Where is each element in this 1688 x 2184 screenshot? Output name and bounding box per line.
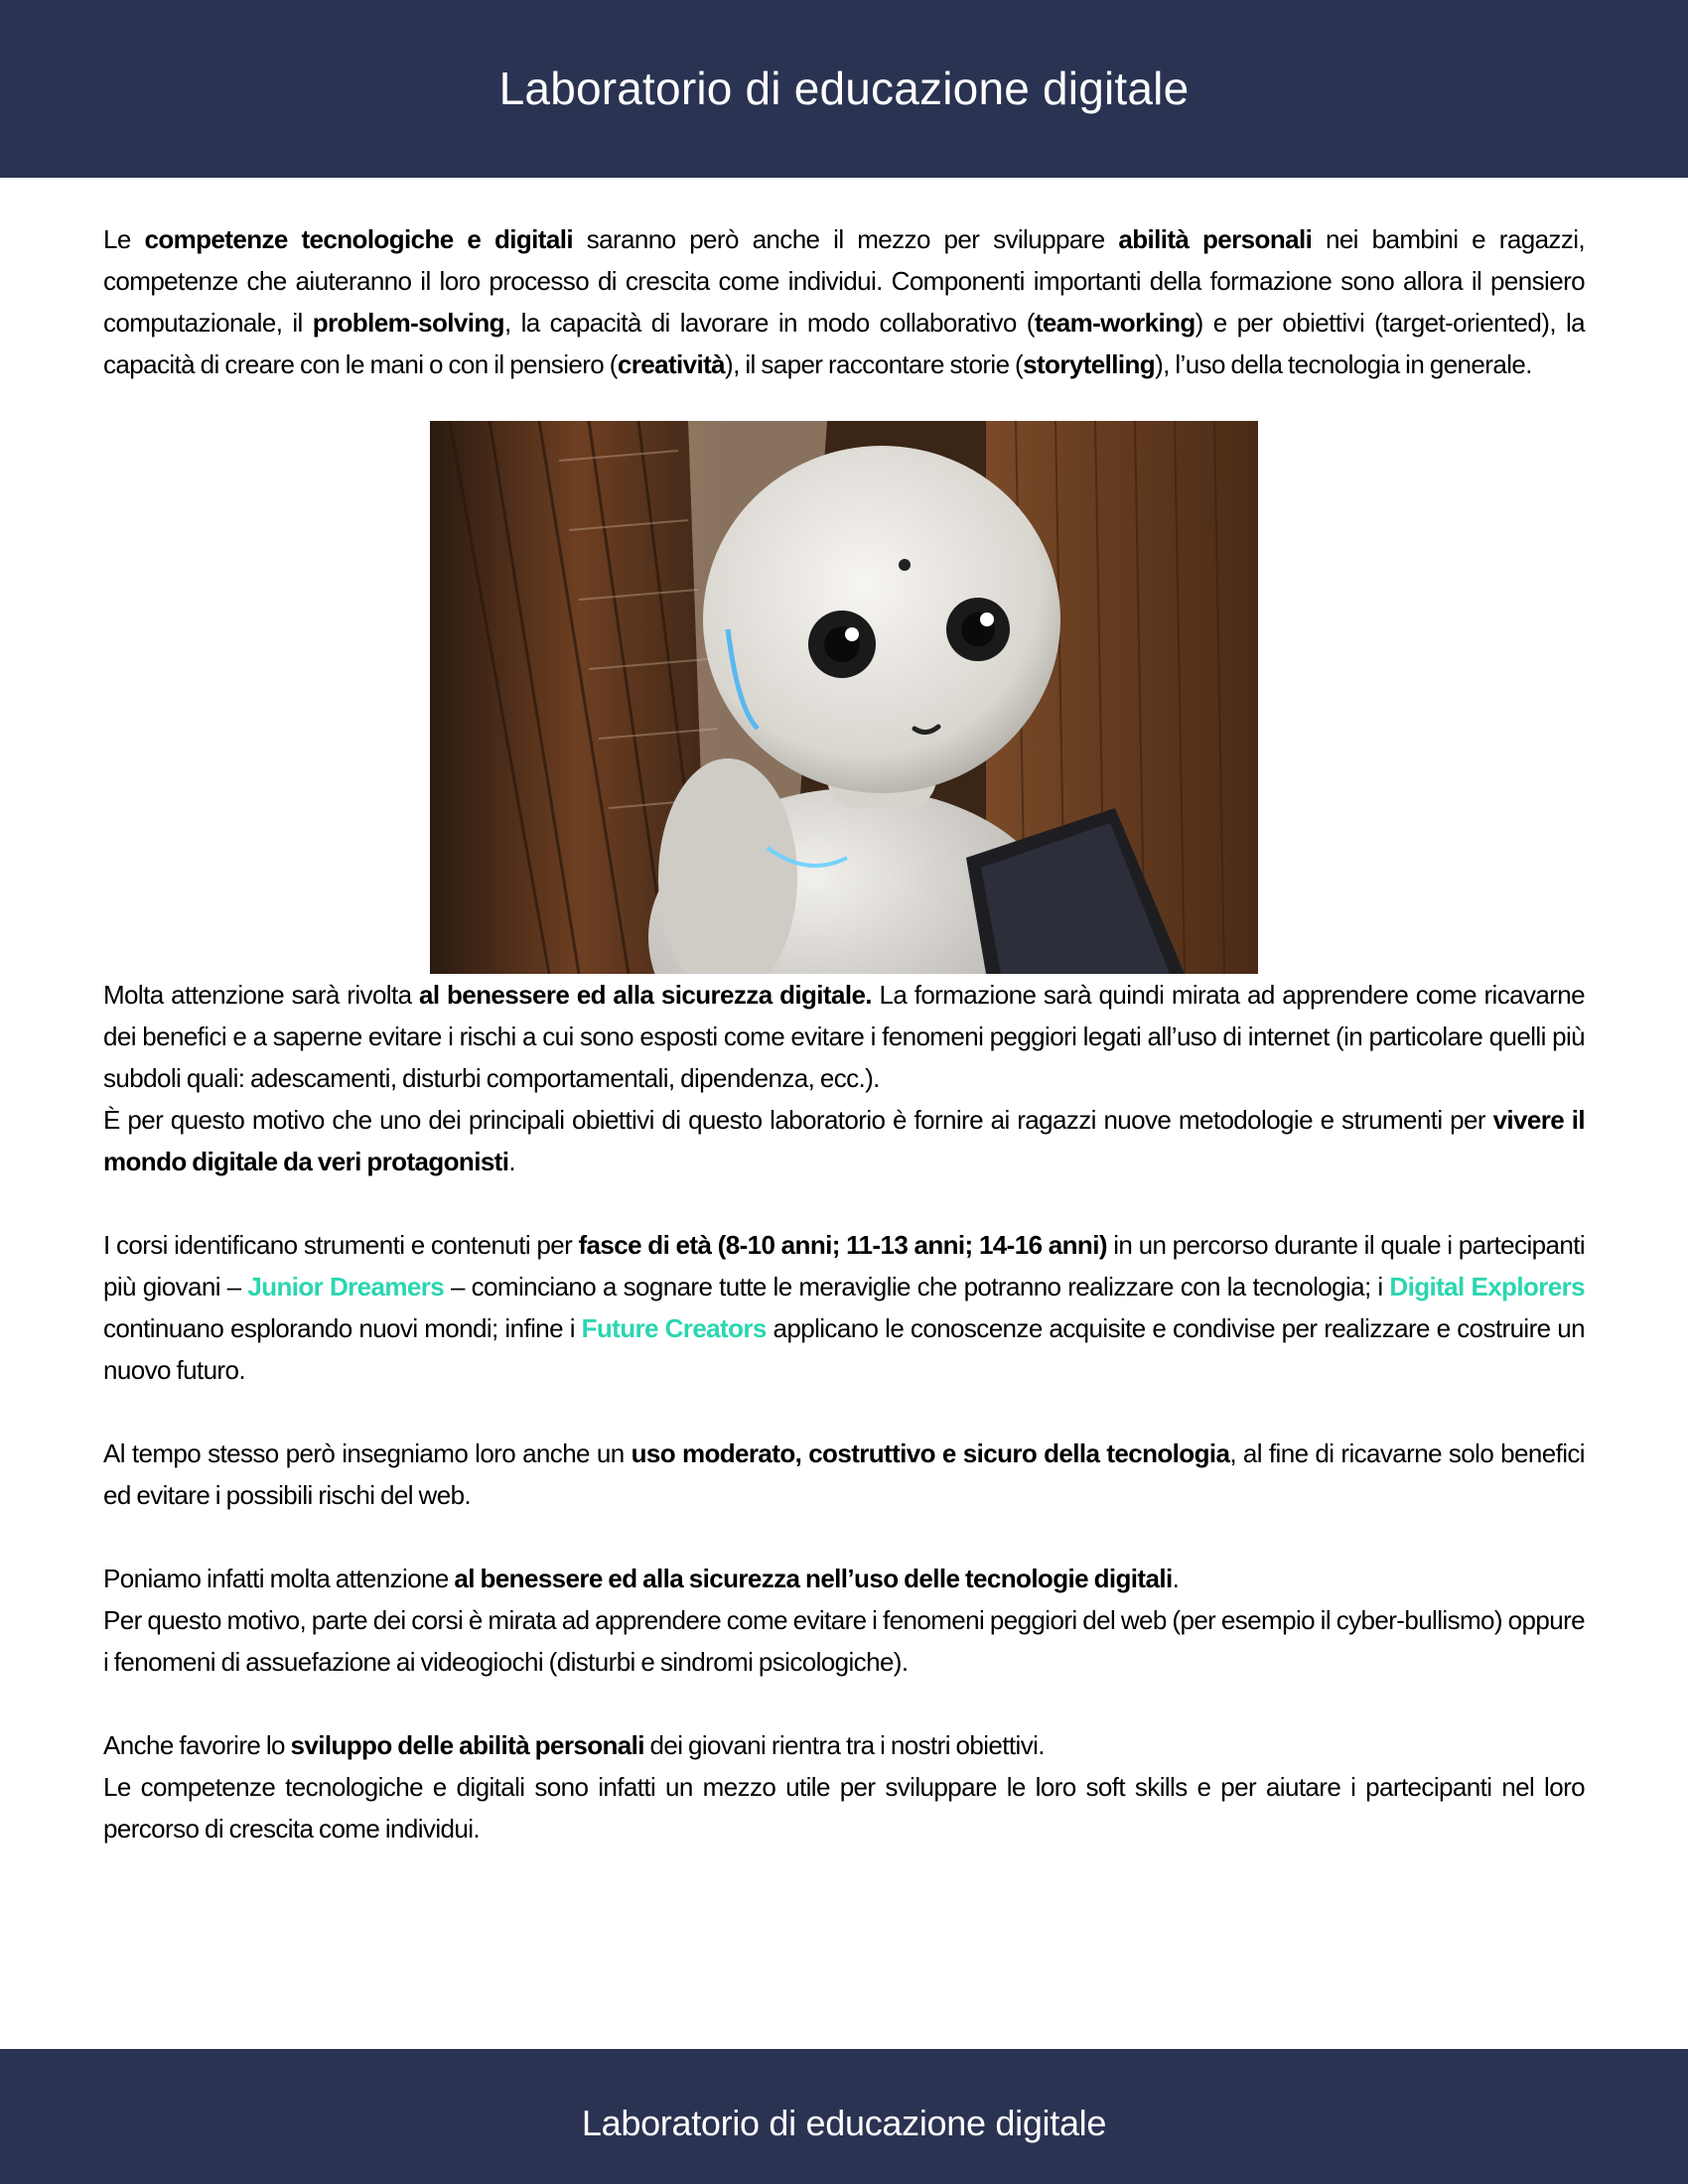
spacer [103,1683,1585,1724]
text-run: dei giovani rientra tra i nostri obiettivi. [643,1730,1045,1760]
text-run: Anche favorire lo [103,1730,291,1760]
robot-illustration [430,421,1258,974]
page-footer [0,2049,1688,2184]
paragraph-corsi [103,1224,1585,1391]
text-run: I corsi identificano strumenti e contenuti per [103,1230,579,1260]
text-run: È per questo motivo che uno dei principali obiettivi di questo laboratorio è fornire ai ragazzi nuove metodologie e strumenti per [103,1105,1493,1135]
page-header [0,0,1688,178]
bold-run: al benessere ed alla sicurezza nell’uso delle tecnologie digitali [454,1564,1173,1593]
bold-run: sviluppo delle abilità personali [290,1730,644,1760]
text-run: nei bambini e ragazzi, competenze che aiuteranno il loro processo di crescita come individui. Componenti importanti della formazione sono allora il pensiero computazionale, il [103,224,1586,338]
text-run: Molta attenzione sarà rivolta [103,980,419,1010]
text-run: Per questo motivo, parte dei corsi è mirata ad apprendere come evitare i fenomeni peggiori del web (per esempio il cyber-bullismo) oppure i fenomeni di assuefazione ai videogiochi (disturbi e sindromi psicologiche). [103,1605,1585,1677]
text-run: ) e per obiettivi (target-oriented), la capacità di creare con le mani o con il pensiero ( [103,308,1586,379]
paragraph-uso-moderato [103,1433,1585,1516]
text-run: – cominciano a sognare tutte le meraviglie che potranno realizzare con la tecnologia; i [444,1272,1390,1301]
bold-run: creatività [617,349,726,379]
bold-run: problem-solving [312,308,504,338]
text-run: ), l’uso della tecnologia in generale. [1155,349,1532,379]
bold-run: uso moderato, costruttivo e sicuro della tecnologia [631,1438,1230,1468]
text-run: saranno però anche il mezzo per sviluppare [572,224,1119,254]
text-run: Le [103,224,145,254]
main-content [103,218,1585,1849]
footer-title: Laboratorio di educazione digitale [581,2103,1107,2143]
text-run: , la capacità di lavorare in modo collaborativo ( [503,308,1035,338]
text-run: continuano esplorando nuovi mondi; infine i [103,1313,582,1343]
text-run: Le competenze tecnologiche e digitali sono infatti un mezzo utile per sviluppare le loro soft skills e per aiutare i partecipanti nel loro percorso di crescita come individui. [103,1772,1585,1843]
bold-run: storytelling [1023,349,1156,379]
page-title: Laboratorio di educazione digitale [498,62,1190,114]
spacer [103,1391,1585,1433]
robot-photo [430,421,1258,974]
spacer [103,1182,1585,1224]
text-run: Al tempo stesso però insegniamo loro anche un [103,1438,632,1468]
text-run: . [1172,1564,1180,1593]
text-run: applicano le conoscenze acquisite e condivise per realizzare e costruire un nuovo futuro. [103,1313,1585,1385]
text-run: Poniamo infatti molta attenzione [103,1564,455,1593]
bold-run: competenze tecnologiche e digitali [144,224,573,254]
text-run: ), il saper raccontare storie ( [725,349,1024,379]
bold-run: abilità personali [1118,224,1313,254]
group-digital-explorers: Digital Explorers [1389,1272,1585,1301]
paragraph-sviluppo [103,1724,1585,1766]
text-run: in un percorso durante il quale i partecipanti più giovani – [103,1230,1586,1301]
paragraph-benessere [103,974,1585,1099]
paragraph-attenzione [103,1558,1585,1599]
paragraph-motivo [103,1599,1585,1683]
bold-run: vivere il mondo digitale da veri protagonisti [103,1105,1586,1176]
bold-run: team-working [1034,308,1196,338]
paragraph-competenze [103,218,1585,385]
text-run: , al fine di ricavarne solo benefici ed evitare i possibili rischi del web. [103,1438,1585,1510]
bold-run: al benessere ed alla sicurezza digitale. [418,980,872,1010]
group-junior-dreamers: Junior Dreamers [247,1272,445,1301]
paragraph-soft-skills [103,1766,1585,1849]
group-future-creators: Future Creators [581,1313,767,1343]
spacer [103,1516,1585,1558]
text-run: La formazione sarà quindi mirata ad apprendere come ricavarne dei benefici e a saperne evitare i rischi a cui sono esposti come evitare i fenomeni peggiori legati all’uso di internet (in particolare quelli più subdoli quali: adescamenti, disturbi comportamentali, dipendenza, ecc.). [103,980,1586,1093]
text-run: . [508,1147,515,1176]
bold-run: fasce di età (8-10 anni; 11-13 anni; 14-16 anni) [578,1230,1107,1260]
paragraph-obiettivi [103,1099,1585,1182]
